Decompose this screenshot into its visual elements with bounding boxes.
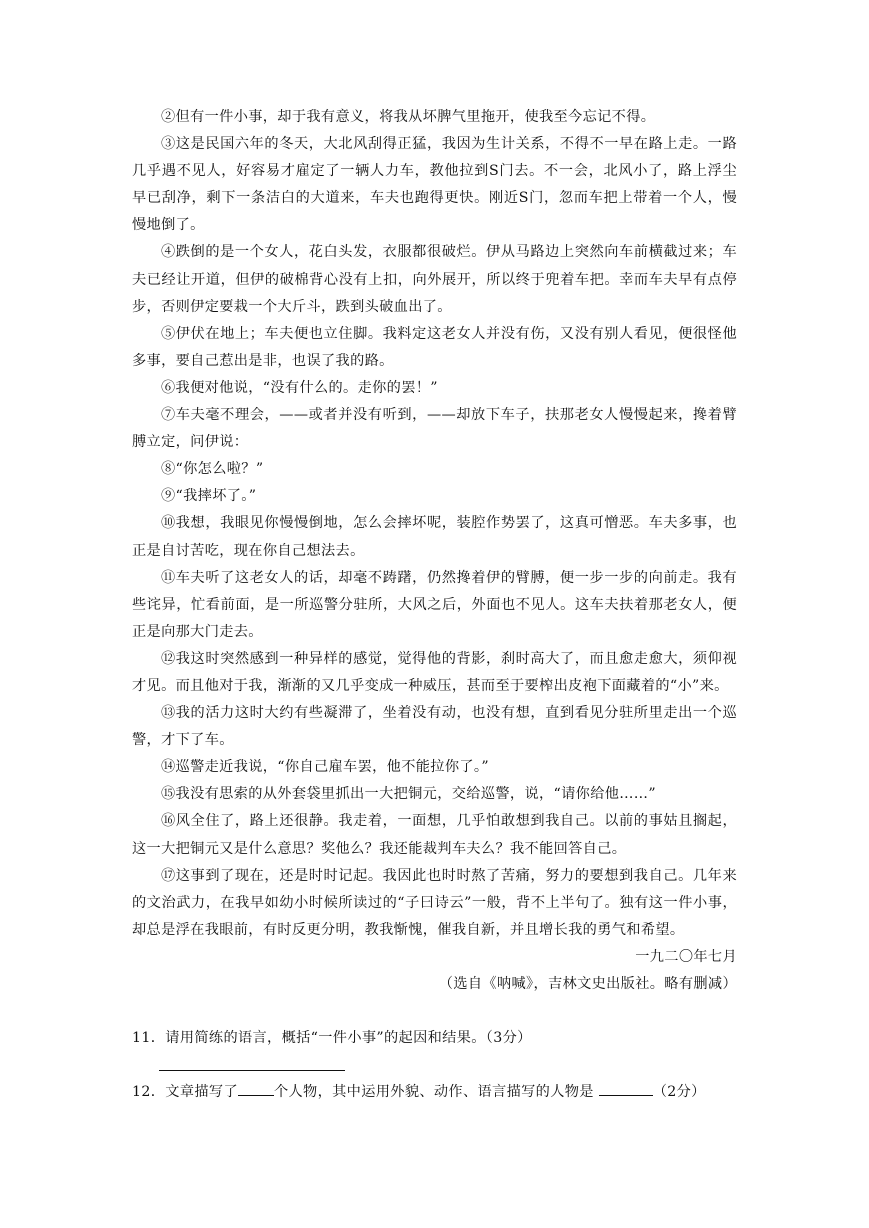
- source-citation: （选自《呐喊》，吉林文史出版社。略有删减）: [438, 976, 737, 992]
- question-12-text-c: （2分）: [652, 1084, 706, 1100]
- question-12: [132, 1080, 752, 1104]
- paragraph-7: ⑦车夫毫不理会，——或者并没有听到，——却放下车子，扶那老女人慢慢起来，搀着臂膊立定，问伊说：: [132, 407, 737, 451]
- paragraph-17: ⑰这事到了现在，还是时时记起。我因此也时时熬了苦痛，努力的要想到我自己。几年来的文治武力，在我早如幼小时候所读过的“子曰诗云”一般，背不上半句了。独有这一件小事，却总是浮在我眼前，有时反更分明，教我惭愧，催我自新，并且增长我的勇气和希望。: [132, 867, 737, 938]
- question-12-text-b: 个人物，其中运用外貌、动作、语言描写的人物是: [273, 1084, 594, 1100]
- paragraph-10: ⑩我想，我眼见你慢慢倒地，怎么会摔坏呢，装腔作势罢了，这真可憎恶。车夫多事，也正是自讨苦吃，现在你自己想法去。: [132, 515, 737, 559]
- answer-line-11[interactable]: [159, 1070, 345, 1071]
- paragraph-9: ⑨“我摔坏了。”: [161, 488, 257, 505]
- paragraph-3: ③这是民国六年的冬天，大北风刮得正猛，我因为生计关系，不得不一早在路上走。一路几乎遇不见人，好容易才雇定了一辆人力车，教他拉到S门去。不一会，北风小了，路上浮尘早已刮净，剩下一条洁白的大道来，车夫也跑得更快。刚近S门，忽而车把上带着一个人，慢慢地倒了。: [132, 136, 737, 234]
- question-11: 11．请用简练的语言，概括“一件小事”的起因和结果。（3分）: [132, 1030, 532, 1046]
- paragraph-4: ④跌倒的是一个女人，花白头发，衣服都很破烂。伊从马路边上突然向车前横截过来；车夫已经让开道，但伊的破棉背心没有上扣，向外展开，所以终于兜着车把。幸而车夫早有点停步，否则伊定要栽一个大斤斗，跌到头破血出了。: [132, 244, 737, 315]
- paragraph-6: ⑥我便对他说，“没有什么的。走你的罢！”: [161, 379, 438, 396]
- answer-blank-count[interactable]: [238, 1081, 274, 1096]
- paragraph-2: ②但有一件小事，却于我有意义，将我从坏脾气里拖开，使我至今忘记不得。: [161, 109, 656, 125]
- paragraph-13: ⑬我的活力这时大约有些凝滞了，坐着没有动，也没有想，直到看见分驻所里走出一个巡警，才下了车。: [132, 705, 737, 749]
- paragraph-11: ⑪车夫听了这老女人的话，却毫不踌躇，仍然搀着伊的臂膊，便一步一步的向前走。我有些诧异，忙看前面，是一所巡警分驻所，大风之后，外面也不见人。这车夫扶着那老女人，便正是向那大门走去。: [132, 569, 737, 640]
- question-12-text-a: 12．文章描写了: [132, 1084, 238, 1100]
- paragraph-16: ⑯风全住了，路上还很静。我走着，一面想，几乎怕敢想到我自己。以前的事姑且搁起，这一大把铜元又是什么意思？奖他么？我还能裁判车夫么？我不能回答自己。: [132, 813, 737, 857]
- paragraph-8: ⑧“你怎么啦？”: [161, 461, 264, 478]
- story-text: [132, 104, 737, 998]
- date-line: 一九二〇年七月: [635, 948, 737, 965]
- paragraph-14: ⑭巡警走近我说，“你自己雇车罢，他不能拉你了。”: [161, 759, 489, 776]
- paragraph-12: ⑫我这时突然感到一种异样的感觉，觉得他的背影，刹时高大了，而且愈走愈大，须仰视才见。而且他对于我，渐渐的又几乎变成一种威压，甚而至于要榨出皮袍下面藏着的“小”来。: [132, 650, 737, 694]
- paragraph-5: ⑤伊伏在地上；车夫便也立住脚。我料定这老女人并没有伤，又没有别人看见，便很怪他多事，要自己惹出是非，也误了我的路。: [132, 325, 737, 369]
- paragraph-15: ⑮我没有思索的从外套袋里抓出一大把铜元，交给巡警，说，“请你给他……”: [161, 786, 656, 803]
- answer-blank-character[interactable]: [599, 1081, 653, 1096]
